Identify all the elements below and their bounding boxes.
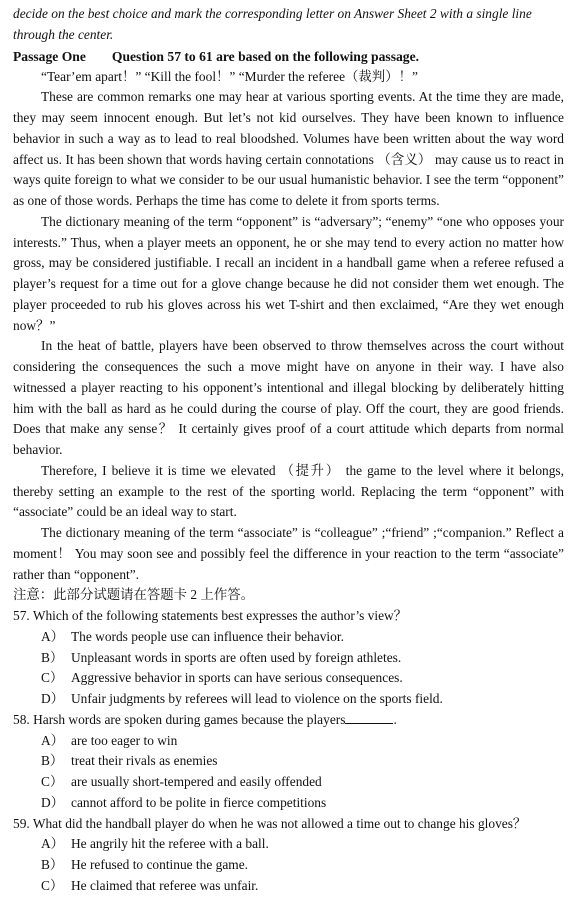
question-58-option-b[interactable]	[13, 751, 564, 772]
question-58-option-c[interactable]	[13, 772, 564, 793]
option-text: are usually short-tempered and easily offended	[71, 774, 322, 789]
passage-questions-range: Question 57 to 61 are based on the following passage.	[111, 48, 420, 64]
option-text: Unpleasant words in sports are often used by foreign athletes.	[71, 649, 402, 665]
answer-blank	[345, 711, 393, 724]
question-57-option-d[interactable]	[13, 689, 564, 710]
option-text: cannot afford to be polite in fierce competitions	[71, 794, 327, 810]
option-text: He refused to continue the game.	[71, 857, 248, 872]
question-59-option-b[interactable]	[13, 855, 564, 876]
option-text: are too eager to win	[71, 732, 178, 748]
question-58-tail: .	[393, 711, 397, 727]
question-57-option-b[interactable]	[13, 648, 564, 669]
passage-heading	[13, 46, 564, 67]
passage-title: Passage One	[13, 48, 86, 64]
question-57-option-a[interactable]	[13, 627, 564, 648]
paragraph-5: The dictionary meaning of the term “associate” is “colleague” ;“friend” ;“companion.” Reflect a moment！ You may soon see and possibly feel the difference in your reaction to the term “associate” rather than “opponent”.	[13, 525, 564, 582]
option-letter: B）	[41, 649, 64, 665]
question-57-stem: 57. Which of the following statements best expresses the author’s view？	[13, 608, 408, 623]
option-text: The words people use can influence their behavior.	[71, 628, 344, 644]
question-59-option-c[interactable]	[13, 876, 564, 897]
question-58-option-d[interactable]	[13, 793, 564, 814]
paragraph-2: The dictionary meaning of the term “opponent” is “adversary”; “enemy” “one who opposes your interests.” Thus, when a player meets an opponent, he or she may tend to every action no matter how gross, may be considered justifiable. I recall an incident in a handball game when a referee refused a player’s request for a time out for a glove change because he did not consider them wet enough. The player proceeded to rub his gloves across his wet T-shirt and then exclaimed, “Are they wet enough now？”	[13, 213, 564, 333]
option-letter: A）	[41, 836, 65, 852]
option-letter: A）	[41, 732, 65, 748]
paragraph-1: These are common remarks one may hear at various sporting events. At the time they are made, they may seem innocent enough. But let’s not kid ourselves. They have been known to influence behavior in such a way as to lead to real bloodshed. Volumes have been written about the way word affect us. It has been shown that words having certain connotations （含义） may cause us to react in ways quite foreign to what we consider to be our usual humanistic behavior. I see the term “opponent” as one of those words. Perhaps the time has come to delete it from sports terms.	[13, 89, 564, 208]
question-58-option-a[interactable]	[13, 731, 564, 752]
option-text: Aggressive behavior in sports can have serious consequences.	[71, 670, 403, 686]
question-58-text: 58. Harsh words are spoken during games because the players	[13, 711, 346, 727]
instruction-line-2: through the center.	[13, 26, 114, 42]
option-letter: B）	[41, 753, 64, 769]
option-text: He angrily hit the referee with a ball.	[71, 836, 269, 852]
option-letter: B）	[41, 857, 64, 872]
question-58-stem	[13, 710, 564, 731]
option-letter: A）	[41, 628, 65, 644]
option-letter: D）	[41, 691, 65, 706]
option-text: treat their rivals as enemies	[71, 753, 218, 769]
question-57-option-c[interactable]	[13, 668, 564, 689]
paragraph-4: Therefore, I believe it is time we elevated （提升） the game to the level where it belongs, thereby setting an example to the rest of the sporting world. Replacing the term “opponent” with “associate” could be an ideal way to start.	[13, 462, 564, 520]
paragraph-quote: “Tear’em apart！” “Kill the fool！” “Murder the referee（裁判）！”	[41, 68, 418, 84]
paragraph-3: In the heat of battle, players have been observed to throw themselves across the court without considering the consequences the such a move might have on anyone in their way. I have also witnessed a player reacting to his opponent’s intentional and illegal blocking by deliberately hitting him with the ball as hard as he could during the course of play. Off the court, they are good friends. Does that make any sense？ It certainly gives proof of a court attitude which departs from normal behavior.	[13, 338, 564, 457]
answer-sheet-note: 注意：此部分试题请在答题卡 2 上作答。	[13, 587, 255, 603]
option-letter: D）	[41, 794, 65, 810]
option-letter: C）	[41, 774, 64, 789]
question-59-option-a[interactable]	[13, 834, 564, 855]
option-letter: C）	[41, 877, 64, 893]
instruction-line-1: decide on the best choice and mark the corresponding letter on Answer Sheet 2 with a single line	[13, 6, 532, 21]
option-text: He claimed that referee was unfair.	[71, 877, 259, 893]
option-letter: C）	[41, 670, 64, 686]
option-text: Unfair judgments by referees will lead to violence on the sports field.	[71, 691, 443, 706]
question-59-stem: 59. What did the handball player do when he was not allowed a time out to change his gloves？	[13, 815, 527, 831]
